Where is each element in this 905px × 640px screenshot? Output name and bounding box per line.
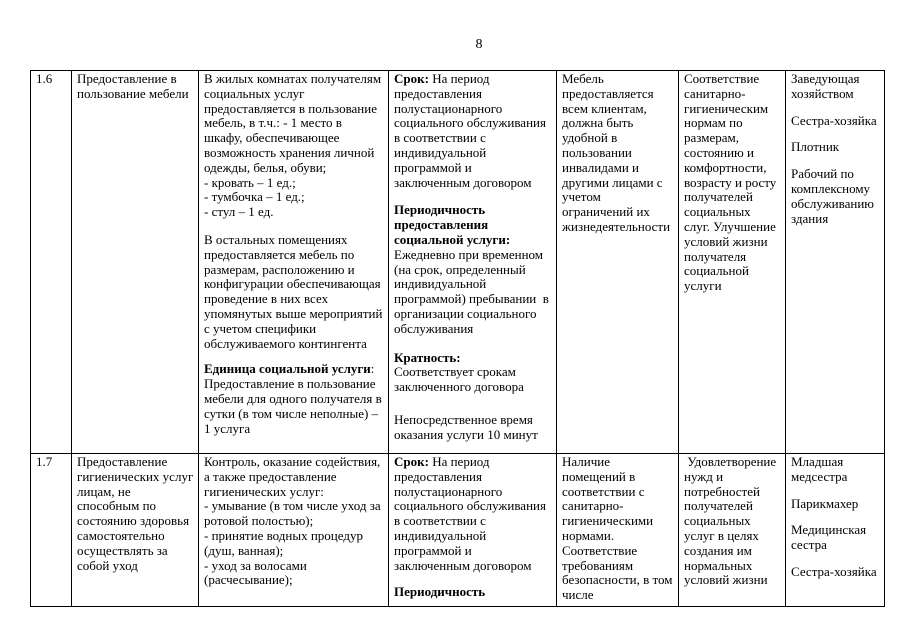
duration-block [394, 413, 556, 443]
unit-colon: : [370, 361, 375, 377]
description-line: предоставляется в пользование [204, 100, 377, 116]
staff-line: Заведующая [791, 71, 860, 86]
term-label: Срок: [394, 454, 429, 469]
cell-conditions [557, 71, 679, 454]
description-line: социальных услуг [204, 85, 305, 101]
staff-line: обслуживанию [791, 195, 875, 211]
cell-staff [786, 71, 885, 454]
item-number: 1.7 [36, 454, 53, 469]
description-line: В жилых комнатах получателям [204, 71, 382, 86]
quality-line: социальной [684, 263, 749, 279]
service-name-line: осуществлять за [77, 542, 168, 558]
cell-conditions [557, 454, 679, 607]
terms-line: предоставления [394, 468, 482, 484]
description-line: одежды, белья, обуви; [204, 159, 327, 175]
description-line: обслуживаемого контингента [204, 335, 367, 351]
staff-line: Сестра-хозяйка [791, 112, 877, 128]
terms-line: (на срок, определенный [394, 261, 526, 277]
staff-line: Медицинская [791, 522, 867, 538]
staff-line: Младшая [791, 454, 844, 469]
description-line: предоставляется мебель по [204, 246, 355, 262]
service-name-line: состоянию здоровья [77, 513, 190, 529]
service-name-line: Предоставление [77, 454, 168, 469]
conditions-line: Соответствие [562, 542, 638, 558]
cell-service-name [72, 454, 199, 607]
conditions-line: безопасности, в том [562, 572, 673, 588]
terms-line: Непосредственное время [394, 411, 533, 427]
quality-line: санитарно- [684, 85, 746, 101]
quality-line: условий жизни [684, 233, 768, 249]
service-name-line: способным по [77, 498, 157, 514]
quality-line: социальных [684, 513, 751, 529]
periodicity-label: Периодичность [394, 202, 486, 218]
staff-line: Плотник [791, 139, 840, 155]
service-name-line: собой уход [77, 557, 138, 573]
description-line: а также предоставление [204, 468, 337, 484]
periodicity-label: предоставления [394, 217, 489, 233]
description-paragraph [204, 233, 388, 351]
quality-line: нормальных [684, 557, 753, 573]
description-line: - стул – 1 ед. [204, 204, 274, 220]
service-unit-block [204, 362, 388, 436]
conditions-line: помещений в [562, 468, 636, 484]
periodicity-label: Периодичность [394, 584, 486, 600]
description-line: (душ, ванная); [204, 542, 284, 558]
staff-line: комплексному [791, 180, 871, 196]
quality-line: получателей [684, 498, 753, 514]
quality-line: комфортности, [684, 159, 767, 175]
quality-line: услуг в целях [684, 527, 759, 543]
service-name-line: пользование мебели [77, 85, 189, 101]
terms-line: заключенным договором [394, 174, 532, 190]
description-line: - тумбочка – 1 ед.; [204, 189, 305, 205]
terms-line: программой и [394, 159, 472, 175]
description-line: ротовой полостью); [204, 513, 314, 529]
conditions-line: ограничений их [562, 204, 650, 220]
description-line: упомянутых выше мероприятий [204, 305, 383, 321]
description-line: сутки (в том числе неполные) – [204, 405, 379, 421]
term-block [394, 455, 556, 573]
cell-staff [786, 454, 885, 607]
terms-line: в соответствии с [394, 513, 486, 529]
term-first-text: На период [428, 454, 490, 469]
multiplicity-block [394, 351, 556, 395]
terms-line: Соответствует срокам [394, 364, 516, 380]
terms-line: индивидуальной [394, 144, 487, 160]
quality-line: гигиеническим [684, 100, 769, 116]
quality-line: получателей [684, 189, 753, 205]
conditions-line: санитарно- [562, 498, 624, 514]
terms-line: в соответствии с [394, 130, 486, 146]
service-name-line: самостоятельно [77, 527, 165, 543]
periodicity-block [394, 585, 556, 600]
periodicity-block [394, 203, 556, 336]
terms-line: заключенного договора [394, 379, 524, 395]
description-line: гигиенических услуг: [204, 483, 324, 499]
quality-line: Соответствие [684, 71, 760, 86]
quality-line: размерам, [684, 130, 739, 146]
description-line: - умывание (в том числе уход за [204, 498, 381, 514]
terms-line: Ежедневно при временном [394, 246, 543, 262]
staff-entry [791, 140, 884, 155]
page-number: 8 [475, 37, 483, 52]
description-line: Контроль, оказание содействия, [204, 454, 381, 469]
description-line: - принятие водных процедур [204, 527, 363, 543]
terms-line: социального обслуживания [394, 498, 546, 514]
quality-line: потребностей [684, 483, 760, 499]
staff-entry [791, 523, 884, 553]
description-line: мебели для одного получателя в [204, 390, 382, 406]
service-name-line: Предоставление в [77, 71, 177, 86]
quality-line: социальных [684, 204, 751, 220]
service-name-line: гигиенических услуг [77, 468, 194, 484]
staff-line: хозяйством [791, 85, 854, 101]
conditions-line: гигиеническими [562, 513, 654, 529]
description-line: Предоставление в пользование [204, 376, 376, 392]
staff-entry [791, 167, 884, 226]
quality-line: получателя [684, 248, 747, 264]
staff-entry [791, 565, 884, 580]
staff-line: Рабочий по [791, 166, 854, 182]
description-line: - кровать – 1 ед.; [204, 174, 296, 190]
description-line: мебель, в т.ч.: - 1 место в [204, 115, 342, 131]
cell-quality [679, 454, 786, 607]
terms-line: программой) пребывании в [394, 291, 549, 307]
description-line: В остальных помещениях [204, 231, 348, 247]
quality-line: слуг. Улучшение [684, 218, 776, 234]
quality-line: состоянию и [684, 144, 754, 160]
terms-line: полустационарного [394, 100, 503, 116]
staff-entry [791, 114, 884, 129]
cell-service-description [199, 454, 389, 607]
cell-item-number [31, 454, 72, 607]
conditions-line: пользовании [562, 144, 632, 160]
item-number: 1.6 [36, 71, 53, 86]
cell-service-description [199, 71, 389, 454]
description-line: (расчесывание); [204, 572, 293, 588]
description-line: проведение в них всех [204, 291, 329, 307]
description-paragraph [204, 72, 388, 220]
conditions-line: числе [562, 587, 594, 603]
quality-line: возрасту и росту [684, 174, 777, 190]
description-line: с учетом специфики [204, 320, 317, 336]
terms-line: индивидуальной [394, 527, 487, 543]
terms-line: индивидуальной [394, 276, 487, 292]
terms-line: оказания услуги 10 минут [394, 426, 538, 442]
conditions-line: инвалидами и [562, 159, 639, 175]
cell-terms [389, 71, 557, 454]
quality-line: создания им [684, 542, 752, 558]
term-heading [394, 72, 556, 87]
conditions-line: соответствии с [562, 483, 645, 499]
multiplicity-label: Кратность: [394, 349, 461, 365]
staff-line: медсестра [791, 468, 848, 484]
cell-service-name [72, 71, 199, 454]
quality-line: нормам по [684, 115, 743, 131]
terms-line: обслуживания [394, 320, 474, 336]
terms-line: социального обслуживания [394, 115, 546, 131]
conditions-line: должна быть [562, 115, 634, 131]
description-line: возможность хранения личной [204, 144, 375, 160]
conditions-line: Наличие [562, 454, 610, 469]
term-block [394, 72, 556, 190]
quality-line: Удовлетворение [684, 454, 777, 469]
terms-line: заключенным договором [394, 557, 532, 573]
term-heading [394, 455, 556, 470]
terms-line: программой и [394, 542, 472, 558]
terms-line: полустационарного [394, 483, 503, 499]
cell-item-number [31, 71, 72, 454]
staff-entry [791, 497, 884, 512]
conditions-line: требованиям [562, 557, 634, 573]
conditions-line: всем клиентам, [562, 100, 647, 116]
quality-line: услуги [684, 278, 722, 294]
term-first-text: На период [428, 71, 490, 86]
staff-line: Сестра-хозяйка [791, 563, 877, 579]
terms-line: организации социального [394, 305, 537, 321]
conditions-line: удобной в [562, 130, 618, 146]
quality-line: нужд и [684, 468, 724, 484]
description-line: 1 услуга [204, 420, 251, 436]
staff-entry [791, 72, 884, 102]
quality-line: условий жизни [684, 572, 768, 588]
staff-line: здания [791, 210, 829, 226]
staff-line: Парикмахер [791, 495, 859, 511]
cell-quality [679, 71, 786, 454]
conditions-line: предоставляется [562, 85, 654, 101]
term-label: Срок: [394, 71, 429, 86]
unit-label: Единица социальной услуги [204, 361, 371, 377]
table-row [31, 454, 885, 607]
description-line: размерам, расположению и [204, 261, 355, 277]
description-line: шкафу, обеспечивающее [204, 130, 340, 146]
conditions-line: Мебель [562, 71, 604, 86]
conditions-line: другими лицами с [562, 174, 663, 190]
description-line: конфигурации обеспечивающая [204, 276, 381, 292]
terms-line: предоставления [394, 85, 482, 101]
services-table [30, 70, 885, 607]
service-name-line: лицам, не [77, 483, 131, 499]
staff-entry [791, 455, 884, 485]
table-row [31, 71, 885, 454]
conditions-line: учетом [562, 189, 601, 205]
description-line: - уход за волосами [204, 557, 307, 573]
periodicity-label: социальной услуги: [394, 231, 511, 247]
service-unit-heading [204, 362, 388, 377]
staff-line: сестра [791, 537, 827, 553]
cell-terms [389, 454, 557, 607]
conditions-line: нормами. [562, 527, 615, 543]
conditions-line: жизнедеятельности [562, 218, 671, 234]
